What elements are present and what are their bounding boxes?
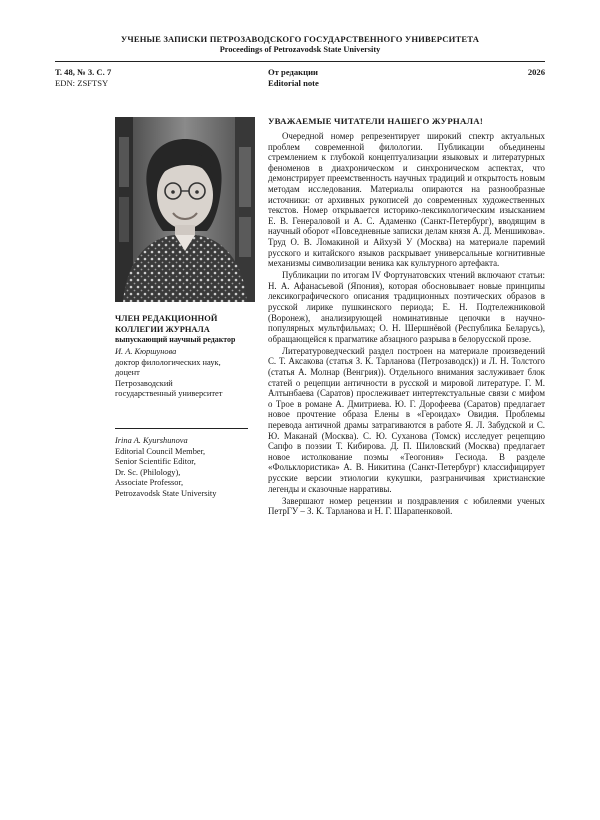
section-title-ru: От редакции — [268, 67, 318, 77]
volume-info: Т. 48, № 3. С. 7 — [55, 67, 112, 77]
editor-detail-en: Associate Professor, — [115, 478, 184, 488]
editor-info-en — [115, 436, 275, 500]
editor-portrait — [115, 117, 255, 302]
editor-detail-en: Petrozavodsk State University — [115, 488, 217, 498]
article-paragraph: Литературоведческий раздел построен на материале произведений С. Т. Аксакова (статья З. К. Тарланова (Петрозаводск)) и Л. Н. Толстого (статья А. Молнар (Венгрия)). Отдельного внимания заслуживает блок статей о рецепции античности в русской и мировой литературе. Г. М. Алтынбаева (Саратов) прослеживает интертекстуальные связи с мифом о Трое в романе А. Дмитриева. Ю. Г. Дорофеева (Саратов) предлагает новое прочтение образа Елены в «Героидах» Овидия. Проблемы перевода античной драмы затрагиваются в работе Я. Л. Забудской и С. Ю. Маканай (Москва). С. Ю. Суханова (Томск) исследует рецепцию Сапфо в поэзии Т. Кибирова. Д. П. Шиловский (Москва) предлагает новое истолкование поэмы «Теогония» Гесиода. В разделе «Фольклористика» А. В. Никитина (Санкт-Петербург) классифицирует русские версии этиологии кукушки, разграничивая христианские легенды и сказочные нарративы. — [268, 345, 545, 494]
editorial-role-line-3: выпускающий научный редактор — [115, 335, 236, 344]
editor-detail-ru: доцент — [115, 368, 140, 378]
article-paragraph: Публикации по итогам IV Фортунатовских чтений включают статьи: Н. А. Афанасьевой (Япония), которая обосновывает новые принципы лексикографического описания традиционных поэтических образов в русской лирике пушкинского периода; Е. Н. Подтележниковой (Воронеж), анализирующей номинативные цепочки в научно-популярных мультфильмах; О. Н. Шершнёвой (Республика Беларусь), обращающейся к прагматике абзацного разрыва в белорусской прозе. — [268, 270, 545, 344]
article-paragraph: Завершают номер рецензии и поздравления с юбилеями ученых ПетрГУ – З. К. Тарланова и Н. Г. Шарапенковой. — [268, 495, 545, 517]
edn-code: EDN: ZSFTSY — [55, 78, 109, 88]
publication-year: 2026 — [527, 67, 545, 77]
editorial-role-line-1: ЧЛЕН РЕДАКЦИОННОЙ — [115, 314, 218, 323]
editor-info-ru — [115, 347, 275, 400]
editorial-role-line-2: КОЛЛЕГИИ ЖУРНАЛА — [115, 325, 210, 334]
editor-detail-ru: государственный университет — [115, 389, 223, 399]
editor-detail-en: Senior Scientific Editor, — [115, 457, 196, 467]
editor-detail-ru: Петрозаводский — [115, 378, 173, 388]
header-rule — [55, 61, 545, 62]
editor-name-en: Irina A. Kyurshunova — [115, 436, 188, 445]
editor-name-ru: И. А. Кюршунова — [115, 347, 177, 356]
journal-title-ru: УЧЕНЫЕ ЗАПИСКИ ПЕТРОЗАВОДСКОГО ГОСУДАРСТВЕННОГО УНИВЕРСИТЕТА — [120, 34, 480, 44]
article-paragraph: Очередной номер репрезентирует широкий спектр актуальных проблем современной филологии. Публикации объединены стремлением к глубокой концептуализации языковых и литературных феноменов в диахроническом и синхроническом аспектах, что демонстрирует преемственность научных традиций и открытость новым методам исследования. Материалы опираются на разнообразные источники: от архивных рукописей до современных художественных текстов. Номер открывается историко-лексикологическим изысканием Е. В. Генераловой и А. С. Адаменко (Санкт-Петербург), вводящим в научный оборот «Повседневные записки делам князя А. Д. Меншикова». Труд О. В. Ломакиной и Айхуэй У (Москва) на материале паремий русского и китайского языков раскрывает универсальные когнитивные механизмы символизации веника как культурного артефакта. — [268, 131, 545, 269]
article-title: УВАЖАЕМЫЕ ЧИТАТЕЛИ НАШЕГО ЖУРНАЛА! — [268, 116, 483, 126]
editor-detail-en: Dr. Sc. (Philology), — [115, 467, 181, 477]
article-body — [268, 131, 545, 518]
journal-title-en: Proceedings of Petrozavodsk State University — [219, 45, 381, 54]
sidebar-divider — [115, 428, 248, 429]
editor-detail-ru: доктор филологических наук, — [115, 357, 221, 367]
editor-detail-en: Editorial Council Member, — [115, 446, 206, 456]
section-title-en: Editorial note — [268, 78, 319, 88]
